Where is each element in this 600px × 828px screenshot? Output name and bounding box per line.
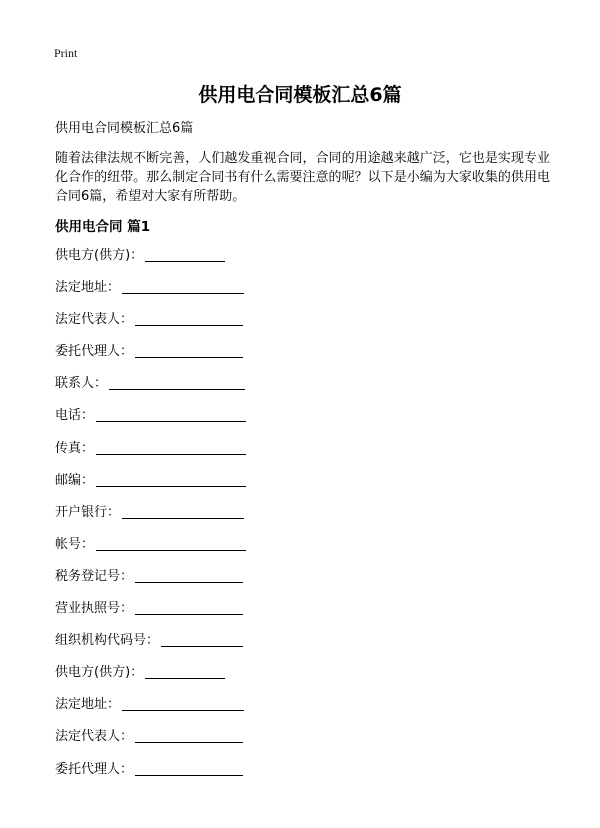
field-label: 邮编： bbox=[55, 472, 95, 488]
field-blank bbox=[135, 600, 243, 615]
field-label: 组织机构代码号： bbox=[55, 633, 160, 649]
field-label: 帐号： bbox=[55, 536, 95, 552]
field-row bbox=[55, 568, 455, 600]
field-label: 法定代表人： bbox=[55, 729, 134, 745]
field-blank bbox=[96, 472, 246, 487]
field-row bbox=[55, 632, 455, 664]
field-row bbox=[55, 696, 455, 728]
field-blank bbox=[122, 279, 244, 294]
field-label: 委托代理人： bbox=[55, 344, 134, 360]
field-label: 供电方(供方)： bbox=[55, 665, 144, 681]
field-blank bbox=[96, 440, 246, 455]
field-row bbox=[55, 664, 455, 696]
field-row bbox=[55, 375, 455, 407]
field-blank bbox=[109, 375, 245, 390]
document-subtitle: 供用电合同模板汇总6篇 bbox=[55, 121, 194, 136]
field-row bbox=[55, 247, 455, 279]
field-label: 电话： bbox=[55, 408, 95, 424]
field-label: 传真： bbox=[55, 440, 95, 456]
field-blank bbox=[122, 504, 244, 519]
field-row bbox=[55, 472, 455, 504]
field-row bbox=[55, 504, 455, 536]
field-label: 联系人： bbox=[55, 376, 108, 392]
field-row bbox=[55, 600, 455, 632]
field-label: 法定代表人： bbox=[55, 312, 134, 328]
field-row bbox=[55, 343, 455, 375]
field-blank bbox=[145, 247, 225, 262]
field-row bbox=[55, 728, 455, 760]
field-label: 开户银行： bbox=[55, 504, 121, 520]
document-title: 供用电合同模板汇总6篇 bbox=[198, 84, 402, 106]
field-label: 委托代理人： bbox=[55, 761, 134, 777]
field-row bbox=[55, 536, 455, 568]
field-blank bbox=[135, 568, 243, 583]
field-row bbox=[55, 311, 455, 343]
section-heading: 供用电合同 篇1 bbox=[55, 219, 151, 235]
field-blank bbox=[135, 761, 243, 776]
field-blank bbox=[135, 728, 243, 743]
field-row bbox=[55, 761, 455, 793]
field-label: 法定地址： bbox=[55, 280, 121, 296]
field-blank bbox=[96, 536, 246, 551]
field-blank bbox=[96, 407, 246, 422]
field-row bbox=[55, 279, 455, 311]
field-label: 税务登记号： bbox=[55, 568, 134, 584]
field-blank bbox=[122, 696, 244, 711]
field-label: 法定地址： bbox=[55, 697, 121, 713]
intro-paragraph: 随着法律法规不断完善，人们越发重视合同，合同的用途越来越广泛，它也是实现专业化合作的纽带。那么制定合同书有什么需要注意的呢？以下是小编为大家收集的供用电合同6篇，希望对大家有所帮助。 bbox=[55, 151, 550, 204]
field-row bbox=[55, 407, 455, 439]
contract-fields bbox=[55, 247, 455, 793]
field-blank bbox=[145, 664, 225, 679]
field-row bbox=[55, 440, 455, 472]
field-blank bbox=[135, 343, 243, 358]
field-blank bbox=[135, 311, 243, 326]
field-label: 营业执照号： bbox=[55, 601, 134, 617]
field-blank bbox=[161, 632, 243, 647]
print-link[interactable]: Print bbox=[54, 46, 78, 60]
field-label: 供电方(供方)： bbox=[55, 248, 144, 263]
